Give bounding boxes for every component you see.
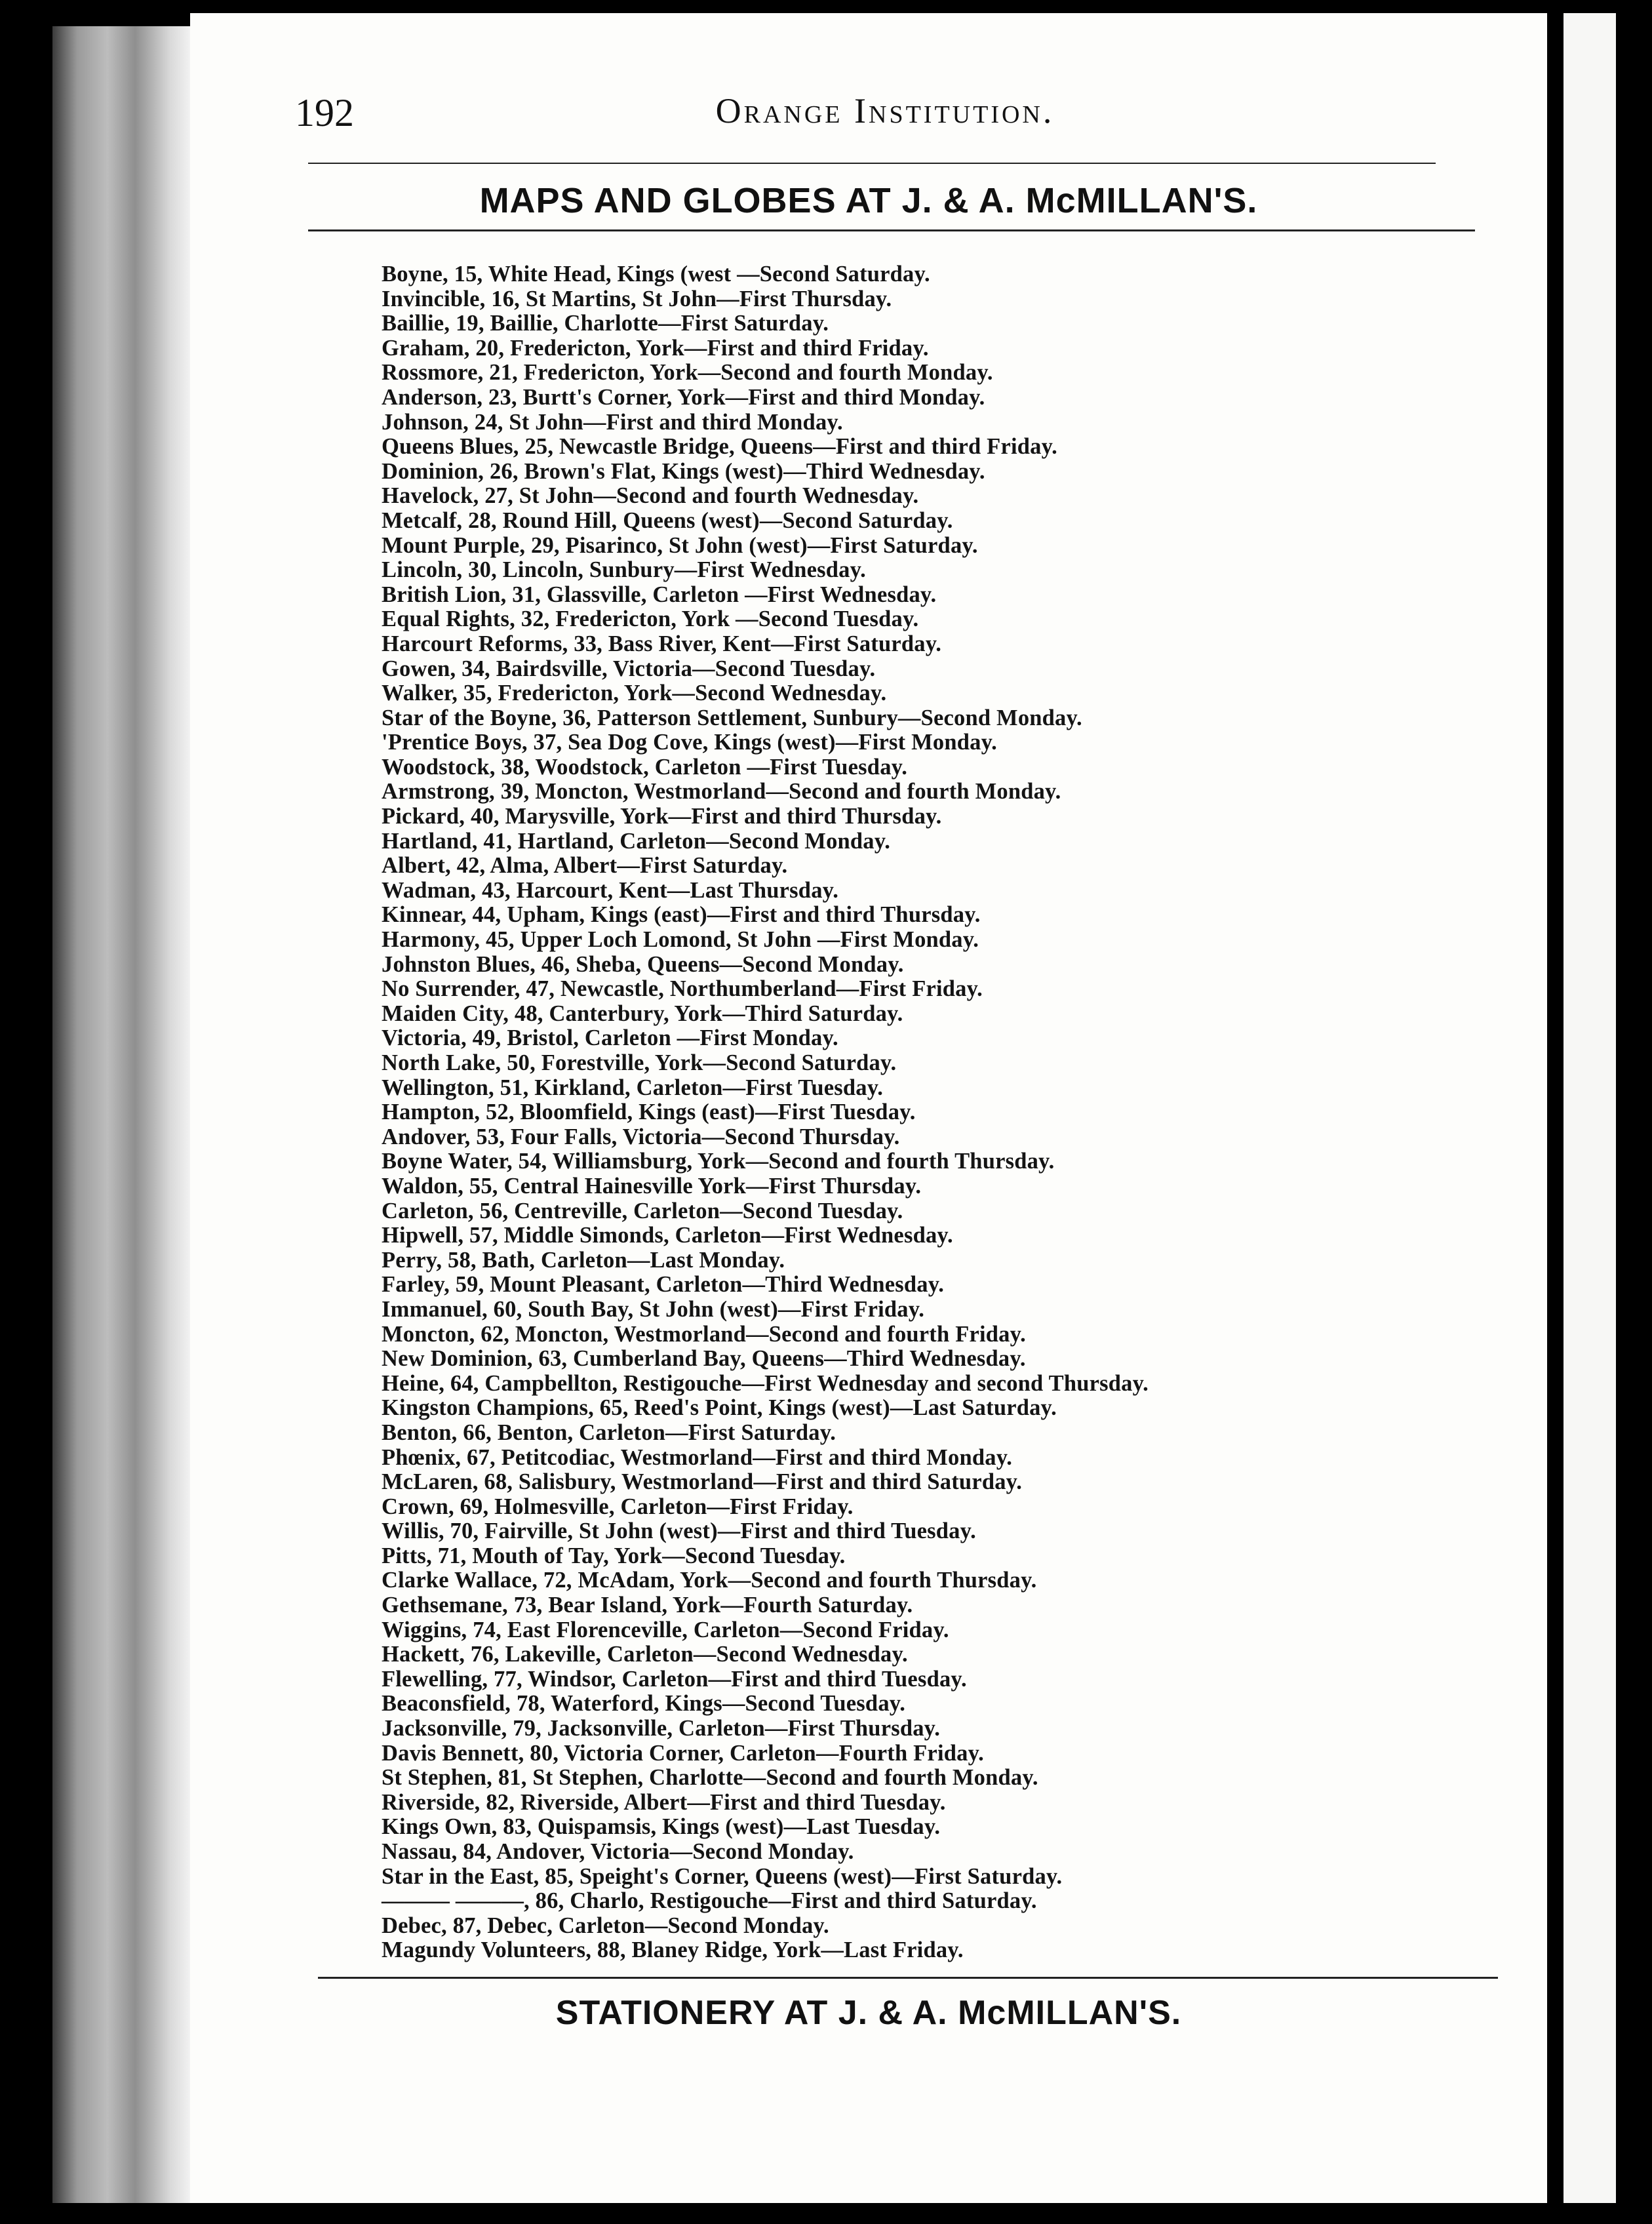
lodge-entry: ——— ———, 86, Charlo, Restigouche—First and third Saturday. [382,1888,1037,1914]
lodge-entry: Phœnix, 67, Petitcodiac, Westmorland—First and third Monday. [382,1444,1013,1470]
lodge-entry: Davis Bennett, 80, Victoria Corner, Carleton—Fourth Friday. [382,1740,984,1766]
lodge-entry: Johnston Blues, 46, Sheba, Queens—Second Monday. [382,951,904,977]
lodge-entry: Woodstock, 38, Woodstock, Carleton —First Tuesday. [382,754,908,780]
lodge-entry: Gethsemane, 73, Bear Island, York—Fourth Saturday. [382,1593,913,1618]
lodge-entry: Nassau, 84, Andover, Victoria—Second Monday. [382,1839,854,1864]
lodge-entry: Crown, 69, Holmesville, Carleton—First Friday. [382,1494,854,1519]
lodge-entry: Carleton, 56, Centreville, Carleton—Second Tuesday. [382,1198,903,1223]
lodge-entry: Waldon, 55, Central Hainesville York—First Thursday. [382,1173,922,1199]
lodge-entry: Gowen, 34, Bairdsville, Victoria—Second Tuesday. [382,656,876,681]
lodge-entry: Boyne, 15, White Head, Kings (west —Second Saturday. [382,262,930,287]
lodge-entry: Benton, 66, Benton, Carleton—First Saturday. [382,1420,836,1445]
lodge-entry: Invincible, 16, St Martins, St John—First Thursday. [382,286,892,311]
next-page-edge [1564,13,1616,2203]
lodge-entry: Mount Purple, 29, Pisarinco, St John (west)—First Saturday. [382,532,978,558]
divider-bottom [318,1977,1498,1979]
lodge-entry: Clarke Wallace, 72, McAdam, York—Second and fourth Thursday. [382,1568,1037,1593]
lodge-list [382,262,1509,1963]
lodge-entry: Havelock, 27, St John—Second and fourth Wednesday. [382,483,919,509]
lodge-entry: Pitts, 71, Mouth of Tay, York—Second Tuesday. [382,1543,846,1568]
lodge-entry: Albert, 42, Alma, Albert—First Saturday. [382,853,788,879]
lodge-entry: Hartland, 41, Hartland, Carleton—Second Monday. [382,828,891,854]
lodge-entry: Star in the East, 85, Speight's Corner, Queens (west)—First Saturday. [382,1863,1063,1889]
book-spine-shadow [52,26,190,2203]
lodge-entry: Hipwell, 57, Middle Simonds, Carleton—First Wednesday. [382,1223,953,1248]
lodge-entry: British Lion, 31, Glassville, Carleton —First Wednesday. [382,582,937,607]
lodge-entry: Harcourt Reforms, 33, Bass River, Kent—First Saturday. [382,631,942,656]
lodge-entry: Beaconsfield, 78, Waterford, Kings—Second Tuesday. [382,1691,906,1717]
page [190,13,1547,2203]
lodge-entry: Dominion, 26, Brown's Flat, Kings (west)—Third Wednesday. [382,458,985,484]
lodge-entry: Boyne Water, 54, Williamsburg, York—Second and fourth Thursday. [382,1149,1055,1174]
lodge-entry: North Lake, 50, Forestville, York—Second Saturday. [382,1050,897,1075]
lodge-entry: No Surrender, 47, Newcastle, Northumberland—First Friday. [382,976,983,1002]
lodge-entry: 'Prentice Boys, 37, Sea Dog Cove, Kings (west)—First Monday. [382,730,997,755]
advertisement-top: MAPS AND GLOBES AT J. & A. McMILLAN'S. [479,181,1258,220]
lodge-entry: Hackett, 76, Lakeville, Carleton—Second Wednesday. [382,1642,908,1667]
lodge-entry: Jacksonville, 79, Jacksonville, Carleton—First Thursday. [382,1716,941,1741]
lodge-entry: Maiden City, 48, Canterbury, York—Third Saturday. [382,1001,903,1026]
lodge-entry: Wellington, 51, Kirkland, Carleton—First Tuesday. [382,1075,884,1100]
lodge-entry: Anderson, 23, Burtt's Corner, York—First and third Monday. [382,384,985,410]
divider-top-2 [308,229,1475,231]
lodge-entry: Johnson, 24, St John—First and third Monday. [382,409,843,435]
lodge-entry: St Stephen, 81, St Stephen, Charlotte—Second and fourth Monday. [382,1765,1038,1791]
lodge-entry: Walker, 35, Fredericton, York—Second Wednesday. [382,681,887,706]
lodge-entry: Baillie, 19, Baillie, Charlotte—First Saturday. [382,311,829,336]
lodge-entry: Willis, 70, Fairville, St John (west)—First and third Tuesday. [382,1519,976,1544]
lodge-entry: Kingston Champions, 65, Reed's Point, Kings (west)—Last Saturday. [382,1395,1057,1421]
lodge-entry: Magundy Volunteers, 88, Blaney Ridge, York—Last Friday. [382,1937,964,1963]
lodge-entry: Flewelling, 77, Windsor, Carleton—First and third Tuesday. [382,1666,967,1692]
lodge-entry: Immanuel, 60, South Bay, St John (west)—First Friday. [382,1296,925,1322]
lodge-entry: Farley, 59, Mount Pleasant, Carleton—Third Wednesday. [382,1272,945,1298]
lodge-entry: Wiggins, 74, East Florenceville, Carleton—Second Friday. [382,1617,949,1642]
lodge-entry: Victoria, 49, Bristol, Carleton —First Monday. [382,1025,838,1051]
advertisement-bottom: STATIONERY AT J. & A. McMILLAN'S. [555,1994,1182,2032]
lodge-entry: Rossmore, 21, Fredericton, York—Second and fourth Monday. [382,360,993,386]
lodge-entry: Perry, 58, Bath, Carleton—Last Monday. [382,1247,785,1273]
lodge-entry: Debec, 87, Debec, Carleton—Second Monday. [382,1913,829,1938]
lodge-entry: Pickard, 40, Marysville, York—First and third Thursday. [382,804,942,829]
page-number: 192 [295,91,354,134]
lodge-entry: Graham, 20, Fredericton, York—First and third Friday. [382,335,929,361]
lodge-entry: Queens Blues, 25, Newcastle Bridge, Queens—First and third Friday. [382,434,1057,460]
lodge-entry: Metcalf, 28, Round Hill, Queens (west)—Second Saturday. [382,507,953,533]
lodge-entry: Moncton, 62, Moncton, Westmorland—Second and fourth Friday. [382,1321,1026,1347]
lodge-entry: Star of the Boyne, 36, Patterson Settlement, Sunbury—Second Monday. [382,705,1082,730]
lodge-entry: Andover, 53, Four Falls, Victoria—Second Thursday. [382,1124,900,1149]
running-head [295,90,1475,169]
lodge-entry: Kings Own, 83, Quispamsis, Kings (west)—Last Tuesday. [382,1814,941,1840]
lodge-entry: Equal Rights, 32, Fredericton, York —Second Tuesday. [382,606,919,632]
lodge-entry: Lincoln, 30, Lincoln, Sunbury—First Wednesday. [382,557,867,583]
lodge-entry: Heine, 64, Campbellton, Restigouche—First Wednesday and second Thursday. [382,1370,1149,1396]
divider-top-1 [308,163,1436,164]
lodge-entry: Kinnear, 44, Upham, Kings (east)—First and third Thursday. [382,902,981,928]
lodge-entry: McLaren, 68, Salisbury, Westmorland—First and third Saturday. [382,1469,1023,1495]
lodge-entry: Harmony, 45, Upper Loch Lomond, St John —First Monday. [382,927,979,953]
lodge-entry: Hampton, 52, Bloomfield, Kings (east)—First Tuesday. [382,1100,916,1125]
lodge-entry: Wadman, 43, Harcourt, Kent—Last Thursday. [382,877,839,903]
lodge-entry: New Dominion, 63, Cumberland Bay, Queens—Third Wednesday. [382,1346,1026,1372]
lodge-entry: Armstrong, 39, Moncton, Westmorland—Second and fourth Monday. [382,779,1061,804]
lodge-entry: Riverside, 82, Riverside, Albert—First and third Tuesday. [382,1789,946,1815]
running-title: Orange Institution. [715,91,1055,130]
